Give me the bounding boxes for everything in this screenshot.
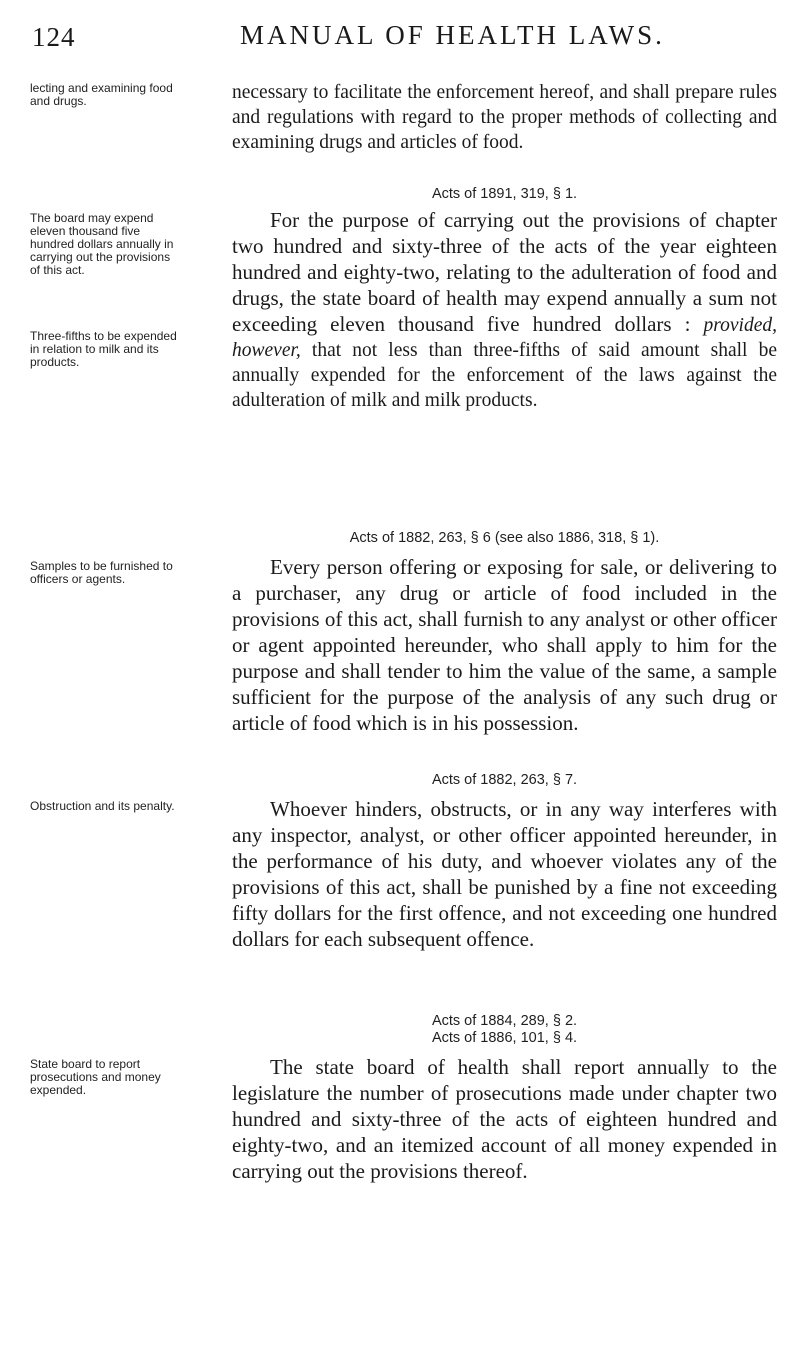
- paragraph-samples: [232, 555, 777, 737]
- margin-note-three-fifths: Three-fifths to be expended in relation to milk and its products.: [30, 329, 177, 369]
- paragraph-text: Every person offering or exposing for sale, or delivering to a purchaser, any drug or article of food included in the provisions of this act, shall furnish to any analyst or other officer or agent appointed hereunder, who shall apply to him for the purpose and shall tender to him the value of the same, a sample sufficient for the purpose of the analysis of any such drug or article of food which is in his possession.: [232, 555, 777, 735]
- paragraph-expenditure: [232, 208, 777, 413]
- paragraph-italic: provided, however,: [232, 315, 777, 361]
- page-number: 124: [32, 22, 76, 52]
- paragraph-report: [232, 1055, 777, 1185]
- citation-1886: Acts of 1886, 101, § 4.: [431, 1030, 578, 1046]
- paragraph-text: The state board of health shall report annually to the legislature the number of prosecutions made under chapter two hundred and sixty-three of the acts of eighteen hundred and eighty-two, and an itemized account of all money expended in carrying out the provisions thereof.: [232, 1055, 777, 1183]
- margin-note-expend: The board may expend eleven thousand five hundred dollars annually in carrying out the provisions of this act.: [30, 211, 174, 277]
- paragraph-continuation: [232, 80, 777, 155]
- paragraph-text: necessary to facilitate the enforcement hereof, and shall prepare rules and regulations with regard to the proper methods of collecting and examining drugs and articles of food.: [232, 82, 777, 153]
- citation-1884: Acts of 1884, 289, § 2.: [431, 1013, 578, 1029]
- margin-note-samples: Samples to be furnished to officers or agents.: [30, 559, 173, 586]
- running-head: MANUAL OF HEALTH LAWS.: [240, 20, 665, 50]
- margin-note-report: State board to report prosecutions and money expended.: [30, 1057, 161, 1097]
- margin-note-obstruction: Obstruction and its penalty.: [30, 799, 175, 813]
- paragraph-text: Whoever hinders, obstructs, or in any way interferes with any inspector, analyst, or other officer appointed hereunder, in the performance of his duty, and whoever violates any of the provisions of this act, shall be punished by a fine not exceeding fifty dollars for the first offence, and not exceeding one hundred dollars for each subsequent offence.: [232, 797, 777, 951]
- citation-1891: Acts of 1891, 319, § 1.: [431, 186, 578, 202]
- paragraph-text-cont: that not less than three-fifths of said amount shall be annually expended for the enforcement of the laws against the adulteration of milk and milk products.: [232, 340, 777, 411]
- paragraph-text: For the purpose of carrying out the provisions of chapter two hundred and sixty-three of the acts of the year eighteen hundred and eighty-two, relating to the adulteration of food and drugs, the state board of health may expend annually a sum not exceeding eleven thousand five hundred dollars :: [232, 208, 777, 336]
- paragraph-obstruction: [232, 797, 777, 953]
- citation-1882-s7: Acts of 1882, 263, § 7.: [431, 772, 578, 788]
- citation-1882-s6: Acts of 1882, 263, § 6 (see also 1886, 318, § 1).: [349, 530, 660, 546]
- margin-note-collecting: lecting and examining food and drugs.: [30, 81, 173, 108]
